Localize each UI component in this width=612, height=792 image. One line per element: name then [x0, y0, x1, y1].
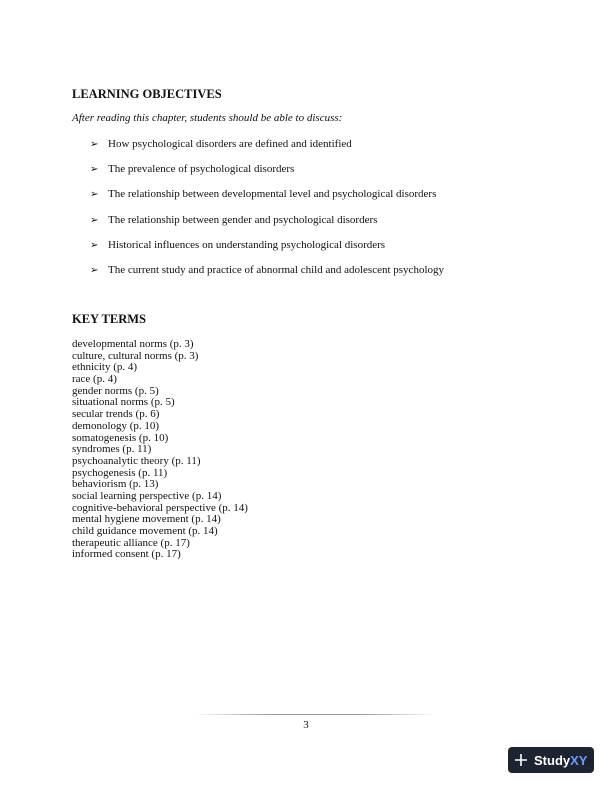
- key-term-item: secular trends (p. 6): [72, 408, 160, 421]
- objective-text: The relationship between gender and psychological disorders: [108, 213, 378, 226]
- arrow-bullet-icon: ➢: [90, 214, 99, 226]
- watermark-brand-xy: XY: [570, 752, 588, 768]
- key-term-item: psychoanalytic theory (p. 11): [72, 454, 201, 467]
- key-term-item: race (p. 4): [72, 373, 117, 386]
- key-terms-list: [72, 339, 248, 561]
- key-term-item: behaviorism (p. 13): [72, 478, 159, 491]
- arrow-bullet-icon: ➢: [90, 264, 99, 276]
- objective-text: How psychological disorders are defined and identified: [108, 138, 352, 150]
- footer-divider: [195, 714, 435, 715]
- objective-item: [90, 188, 444, 213]
- objective-item: [90, 163, 444, 188]
- key-term-item: social learning perspective (p. 14): [72, 489, 222, 502]
- key-term-item: syndromes (p. 11): [72, 443, 152, 456]
- arrow-bullet-icon: ➢: [90, 139, 99, 150]
- objective-text: Historical influences on understanding psychological disorders: [108, 238, 386, 251]
- arrow-bullet-icon: ➢: [90, 239, 99, 251]
- objective-item: [90, 138, 444, 163]
- key-term-item: psychogenesis (p. 11): [72, 466, 168, 479]
- objective-item: [90, 239, 444, 264]
- key-term-item: situational norms (p. 5): [72, 396, 175, 409]
- learning-objectives-intro: After reading this chapter, students should be able to discuss:: [72, 112, 343, 124]
- key-term-item: gender norms (p. 5): [72, 384, 159, 397]
- learning-objectives-heading: LEARNING OBJECTIVES: [72, 87, 222, 101]
- arrow-bullet-icon: ➢: [90, 189, 99, 201]
- objective-item: [90, 264, 444, 289]
- key-term-item: culture, cultural norms (p. 3): [72, 349, 199, 362]
- key-term-item: mental hygiene movement (p. 14): [72, 513, 221, 526]
- objective-item: [90, 214, 444, 239]
- objective-text: The prevalence of psychological disorders: [108, 163, 295, 176]
- key-term-item: somatogenesis (p. 10): [72, 431, 169, 444]
- objective-text: The relationship between developmental level and psychological disorders: [108, 188, 437, 201]
- learning-objectives-list: [90, 138, 444, 289]
- watermark-brand-study: Study: [534, 752, 571, 768]
- objective-text: The current study and practice of abnormal child and adolescent psychology: [108, 263, 444, 276]
- key-terms-heading: KEY TERMS: [72, 312, 146, 326]
- key-term-item: therapeutic alliance (p. 17): [72, 536, 190, 549]
- studyxy-watermark[interactable]: [508, 747, 594, 773]
- key-term-item: informed consent (p. 17): [72, 548, 181, 561]
- plus-icon: [508, 747, 534, 773]
- key-term-item: cognitive-behavioral perspective (p. 14): [72, 501, 248, 514]
- key-term-item: ethnicity (p. 4): [72, 361, 138, 374]
- arrow-bullet-icon: ➢: [90, 164, 99, 176]
- page-number: 3: [303, 719, 309, 731]
- key-term-item: child guidance movement (p. 14): [72, 525, 218, 537]
- key-term-item: developmental norms (p. 3): [72, 338, 194, 350]
- key-term-item: demonology (p. 10): [72, 419, 160, 432]
